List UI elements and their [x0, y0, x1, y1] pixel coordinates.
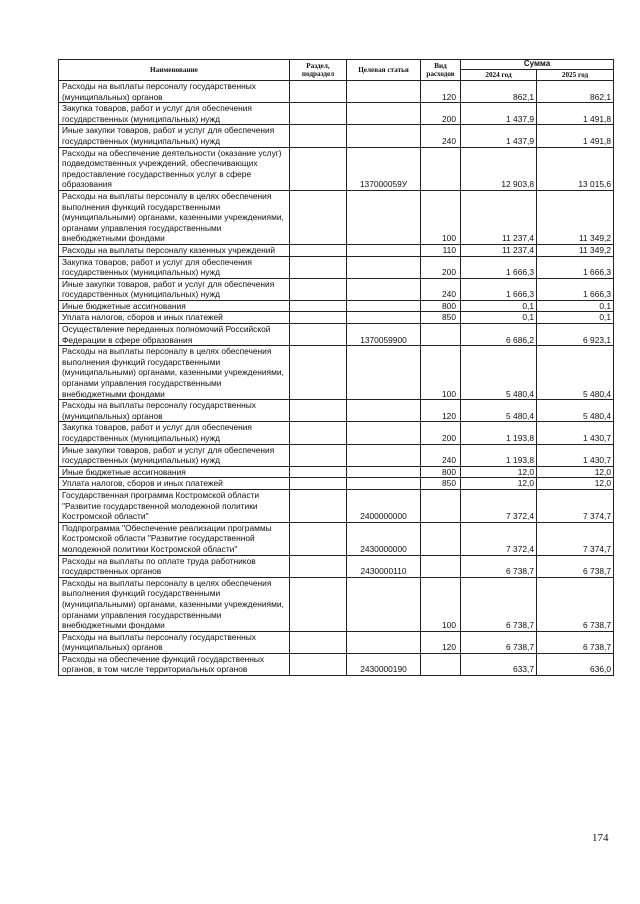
row-section [290, 466, 347, 478]
row-kind: 120 [421, 400, 461, 422]
row-name: Расходы на выплаты персоналу государственных (муниципальных) органов [59, 631, 290, 653]
row-target [347, 103, 421, 125]
row-sum-2024: 12,0 [461, 466, 537, 478]
row-sum-2025: 11 349,2 [537, 190, 614, 244]
table-body [59, 81, 614, 676]
row-section [290, 522, 347, 555]
table-row [59, 278, 614, 300]
row-name: Расходы на выплаты персоналу в целях обеспечения выполнения функций государственными (муниципальными) органами, казенными учреждениями, органами управления государственными внебюджетными фондами [59, 346, 290, 400]
row-target [347, 577, 421, 631]
header-year-2024: 2024 год [461, 70, 537, 81]
row-target [347, 300, 421, 312]
table-row [59, 577, 614, 631]
row-target [347, 190, 421, 244]
row-target [347, 312, 421, 324]
table-row [59, 312, 614, 324]
table-row [59, 653, 614, 675]
row-section [290, 300, 347, 312]
row-kind: 120 [421, 81, 461, 103]
row-sum-2025: 1 491,8 [537, 103, 614, 125]
row-sum-2024: 1 437,9 [461, 103, 537, 125]
table-row [59, 422, 614, 444]
row-target [347, 444, 421, 466]
row-sum-2025: 6 738,7 [537, 555, 614, 577]
row-sum-2025: 6 738,7 [537, 577, 614, 631]
row-name: Иные закупки товаров, работ и услуг для обеспечения государственных (муниципальных) нужд [59, 278, 290, 300]
row-section [290, 125, 347, 147]
page-number: 174 [592, 832, 609, 844]
row-sum-2024: 1 437,9 [461, 125, 537, 147]
row-sum-2025: 1 666,3 [537, 256, 614, 278]
row-kind: 850 [421, 312, 461, 324]
header-section: Раздел, подраздел [290, 60, 347, 81]
row-sum-2024: 1 666,3 [461, 278, 537, 300]
row-kind [421, 522, 461, 555]
row-name: Расходы на выплаты персоналу государственных (муниципальных) органов [59, 81, 290, 103]
row-target [347, 400, 421, 422]
table-row [59, 147, 614, 190]
table-header [59, 60, 614, 81]
row-target [347, 244, 421, 256]
row-sum-2025: 636,0 [537, 653, 614, 675]
row-section [290, 555, 347, 577]
table-row [59, 256, 614, 278]
row-section [290, 324, 347, 346]
row-sum-2025: 0,1 [537, 300, 614, 312]
row-name: Расходы на обеспечение деятельности (оказание услуг) подведомственных учреждений, обеспечивающих предоставление государственных услуг в сфере образования [59, 147, 290, 190]
row-section [290, 278, 347, 300]
row-kind [421, 489, 461, 522]
row-sum-2025: 5 480,4 [537, 346, 614, 400]
row-kind: 200 [421, 422, 461, 444]
table-row [59, 125, 614, 147]
row-name: Расходы на выплаты по оплате труда работников государственных органов [59, 555, 290, 577]
row-name: Государственная программа Костромской области "Развитие государственной молодежной политики Костромской области" [59, 489, 290, 522]
row-section [290, 631, 347, 653]
row-sum-2025: 1 666,3 [537, 278, 614, 300]
row-sum-2025: 1 430,7 [537, 422, 614, 444]
row-sum-2024: 6 738,7 [461, 555, 537, 577]
row-target [347, 422, 421, 444]
row-sum-2024: 0,1 [461, 300, 537, 312]
header-year-2025: 2025 год [537, 70, 614, 81]
row-kind [421, 653, 461, 675]
row-target [347, 346, 421, 400]
table-row [59, 346, 614, 400]
row-section [290, 577, 347, 631]
row-kind: 100 [421, 346, 461, 400]
row-target [347, 466, 421, 478]
table-row [59, 522, 614, 555]
row-sum-2024: 12 903,8 [461, 147, 537, 190]
row-section [290, 244, 347, 256]
table-row [59, 400, 614, 422]
row-name: Иные закупки товаров, работ и услуг для обеспечения государственных (муниципальных) нужд [59, 125, 290, 147]
row-name: Закупка товаров, работ и услуг для обеспечения государственных (муниципальных) нужд [59, 256, 290, 278]
row-sum-2024: 862,1 [461, 81, 537, 103]
row-kind: 850 [421, 478, 461, 490]
row-kind: 240 [421, 444, 461, 466]
row-name: Расходы на выплаты персоналу в целях обеспечения выполнения функций государственными (муниципальными) органами, казенными учреждениями, органами управления государственными внебюджетными фондами [59, 577, 290, 631]
row-sum-2024: 5 480,4 [461, 400, 537, 422]
row-target [347, 125, 421, 147]
row-target [347, 256, 421, 278]
row-section [290, 422, 347, 444]
table-row [59, 631, 614, 653]
row-sum-2024: 6 686,2 [461, 324, 537, 346]
row-sum-2024: 6 738,7 [461, 577, 537, 631]
row-section [290, 346, 347, 400]
row-sum-2024: 633,7 [461, 653, 537, 675]
table-row [59, 190, 614, 244]
row-section [290, 312, 347, 324]
row-sum-2025: 1 430,7 [537, 444, 614, 466]
row-sum-2025: 12,0 [537, 478, 614, 490]
row-section [290, 653, 347, 675]
row-sum-2025: 5 480,4 [537, 400, 614, 422]
header-target: Целевая статья [347, 60, 421, 81]
row-sum-2025: 12,0 [537, 466, 614, 478]
table-row [59, 489, 614, 522]
row-sum-2024: 11 237,4 [461, 244, 537, 256]
row-target: 2400000000 [347, 489, 421, 522]
row-sum-2024: 0,1 [461, 312, 537, 324]
row-sum-2024: 5 480,4 [461, 346, 537, 400]
row-kind: 110 [421, 244, 461, 256]
row-kind [421, 555, 461, 577]
table-row [59, 244, 614, 256]
row-section [290, 489, 347, 522]
header-sum: Сумма [461, 60, 614, 70]
row-sum-2025: 7 374,7 [537, 522, 614, 555]
row-kind: 120 [421, 631, 461, 653]
table-row [59, 466, 614, 478]
row-sum-2025: 6 923,1 [537, 324, 614, 346]
row-sum-2025: 1 491,8 [537, 125, 614, 147]
row-sum-2024: 7 372,4 [461, 489, 537, 522]
row-sum-2025: 862,1 [537, 81, 614, 103]
table-row [59, 555, 614, 577]
row-section [290, 81, 347, 103]
row-sum-2024: 1 193,8 [461, 444, 537, 466]
row-section [290, 256, 347, 278]
row-kind: 100 [421, 577, 461, 631]
table-row [59, 444, 614, 466]
row-kind [421, 147, 461, 190]
row-sum-2025: 13 015,6 [537, 147, 614, 190]
row-name: Расходы на выплаты персоналу в целях обеспечения выполнения функций государственными (муниципальными) органами, казенными учреждениями, органами управления государственными внебюджетными фондами [59, 190, 290, 244]
row-target [347, 278, 421, 300]
row-sum-2025: 6 738,7 [537, 631, 614, 653]
row-sum-2024: 1 193,8 [461, 422, 537, 444]
row-name: Расходы на обеспечение функций государственных органов, в том числе территориальных органов [59, 653, 290, 675]
row-sum-2024: 12,0 [461, 478, 537, 490]
row-name: Иные бюджетные ассигнования [59, 466, 290, 478]
row-sum-2024: 11 237,4 [461, 190, 537, 244]
table-row [59, 81, 614, 103]
table-row [59, 478, 614, 490]
row-section [290, 478, 347, 490]
row-sum-2025: 7 374,7 [537, 489, 614, 522]
row-section [290, 190, 347, 244]
row-kind: 240 [421, 125, 461, 147]
header-name: Наименование [59, 60, 290, 81]
row-target: 2430000000 [347, 522, 421, 555]
budget-table [58, 59, 614, 676]
row-name: Закупка товаров, работ и услуг для обеспечения государственных (муниципальных) нужд [59, 103, 290, 125]
row-kind: 200 [421, 103, 461, 125]
row-name: Расходы на выплаты персоналу государственных (муниципальных) органов [59, 400, 290, 422]
header-kind: Вид расходов [421, 60, 461, 81]
row-kind [421, 324, 461, 346]
row-target: 2430000190 [347, 653, 421, 675]
row-name: Осуществление переданных полномочий Российской Федерации в сфере образования [59, 324, 290, 346]
row-name: Закупка товаров, работ и услуг для обеспечения государственных (муниципальных) нужд [59, 422, 290, 444]
row-target [347, 81, 421, 103]
row-kind: 800 [421, 466, 461, 478]
row-name: Иные бюджетные ассигнования [59, 300, 290, 312]
row-name: Уплата налогов, сборов и иных платежей [59, 478, 290, 490]
row-kind: 240 [421, 278, 461, 300]
table-row [59, 103, 614, 125]
row-target: 2430000110 [347, 555, 421, 577]
row-target [347, 478, 421, 490]
row-name: Расходы на выплаты персоналу казенных учреждений [59, 244, 290, 256]
row-name: Подпрограмма "Обеспечение реализации программы Костромской области "Развитие государственной молодежной политики Костромской области" [59, 522, 290, 555]
row-target [347, 631, 421, 653]
row-sum-2024: 7 372,4 [461, 522, 537, 555]
row-sum-2025: 0,1 [537, 312, 614, 324]
row-section [290, 103, 347, 125]
row-target: 1370059900 [347, 324, 421, 346]
row-kind: 800 [421, 300, 461, 312]
row-kind: 200 [421, 256, 461, 278]
row-sum-2024: 6 738,7 [461, 631, 537, 653]
row-section [290, 444, 347, 466]
row-section [290, 400, 347, 422]
row-sum-2025: 11 349,2 [537, 244, 614, 256]
row-kind: 100 [421, 190, 461, 244]
table-row [59, 324, 614, 346]
row-name: Уплата налогов, сборов и иных платежей [59, 312, 290, 324]
row-name: Иные закупки товаров, работ и услуг для обеспечения государственных (муниципальных) нужд [59, 444, 290, 466]
row-section [290, 147, 347, 190]
row-target: 137000059У [347, 147, 421, 190]
row-sum-2024: 1 666,3 [461, 256, 537, 278]
table-row [59, 300, 614, 312]
